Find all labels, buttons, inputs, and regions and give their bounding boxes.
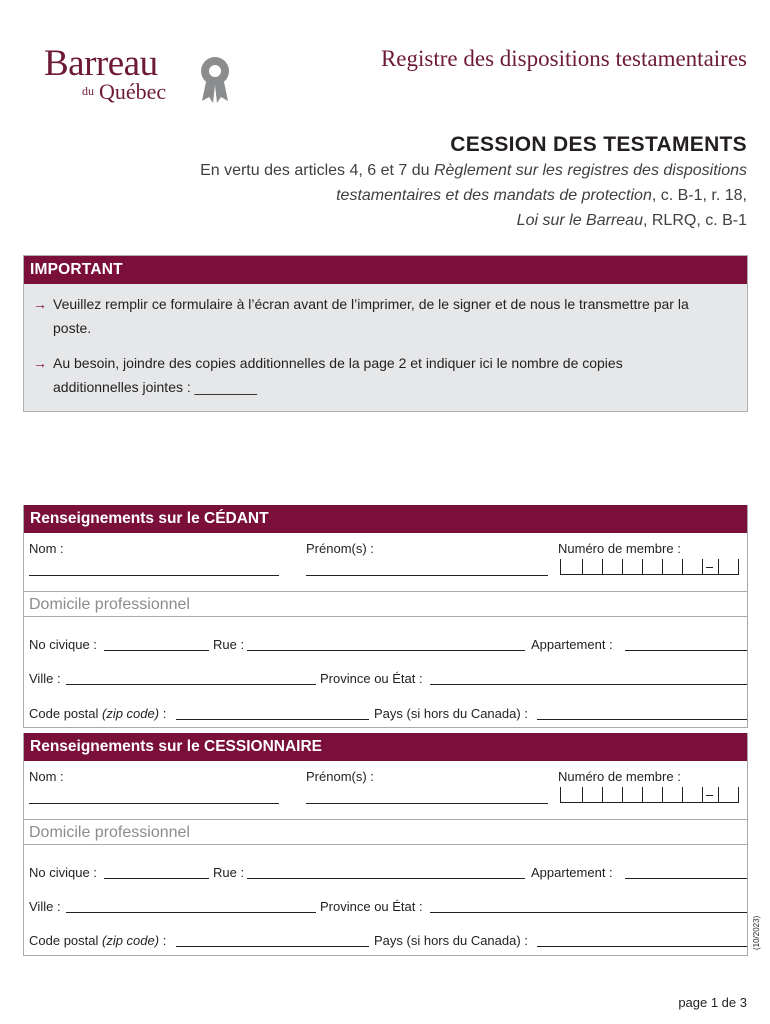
cessionnaire-rue-label: Rue : <box>213 865 245 880</box>
cedant-section <box>23 505 748 728</box>
barreau-emblem-icon <box>196 54 234 104</box>
form-version: (10/2023) <box>752 915 761 950</box>
logo-text-du: du <box>82 84 94 98</box>
registry-title: Registre des dispositions testamentaires <box>380 46 747 71</box>
cessionnaire-ville-label: Ville : <box>29 899 61 914</box>
cessionnaire-heading: Renseignements sur le CESSIONNAIRE <box>24 733 747 761</box>
logo-text-barreau: Barreau <box>44 43 158 84</box>
cessionnaire-prenom-field[interactable] <box>306 803 548 804</box>
cedant-ville-field[interactable] <box>66 684 316 685</box>
cedant-province-label: Province ou État : <box>320 671 423 686</box>
cessionnaire-nom-label: Nom : <box>29 769 64 784</box>
cessionnaire-appartement-field[interactable] <box>625 878 747 879</box>
cedant-civique-field[interactable] <box>104 650 209 651</box>
cedant-nom-label: Nom : <box>29 541 64 556</box>
cedant-nom-field[interactable] <box>29 575 279 576</box>
cessionnaire-code-label: Code postal (zip code) : <box>29 933 167 948</box>
arrow-right-icon: → <box>33 296 47 312</box>
cedant-member-number-field[interactable] <box>560 559 738 577</box>
cedant-rue-field[interactable] <box>247 650 525 651</box>
cessionnaire-numero-label: Numéro de membre : <box>558 769 681 784</box>
cessionnaire-civique-field[interactable] <box>104 878 209 879</box>
cedant-pays-field[interactable] <box>537 719 747 720</box>
cedant-province-field[interactable] <box>430 684 747 685</box>
cessionnaire-member-number-field[interactable] <box>560 787 738 805</box>
cedant-code-field[interactable] <box>176 719 369 720</box>
cessionnaire-province-label: Province ou État : <box>320 899 423 914</box>
cessionnaire-civique-label: No civique : <box>29 865 97 880</box>
logo-text-quebec: Québec <box>99 79 167 104</box>
cedant-rue-label: Rue : <box>213 637 245 652</box>
cedant-numero-label: Numéro de membre : <box>558 541 681 556</box>
cessionnaire-ville-field[interactable] <box>66 912 316 913</box>
cedant-civique-label: No civique : <box>29 637 97 652</box>
important-notice <box>23 255 748 412</box>
cedant-appartement-field[interactable] <box>625 650 747 651</box>
important-item-copies: → Au besoin, joindre des copies additionnelles de la page 2 et indiquer ici le nombre de copies additionnelles jointes : ________ <box>33 351 693 399</box>
cessionnaire-appartement-label: Appartement : <box>531 865 613 880</box>
important-item-print: → Veuillez remplir ce formulaire à l’écran avant de l’imprimer, de le signer et de nous le transmettre par la poste. <box>33 292 693 340</box>
cedant-code-label: Code postal (zip code) : <box>29 706 167 721</box>
cedant-domicile-heading: Domicile professionnel <box>24 591 747 617</box>
legal-reference: En vertu des articles 4, 6 et 7 du Règlement sur les registres des dispositions testamentaires et des mandats de protection, c. B-1, r. 18, Loi sur le Barreau, RLRQ, c. B-1 <box>200 162 747 229</box>
cessionnaire-domicile-heading: Domicile professionnel <box>24 819 747 845</box>
cessionnaire-section <box>23 733 748 956</box>
cedant-ville-label: Ville : <box>29 671 61 686</box>
cedant-heading: Renseignements sur le CÉDANT <box>24 505 747 533</box>
page-number: page 1 de 3 <box>678 995 747 1010</box>
cessionnaire-province-field[interactable] <box>430 912 747 913</box>
cessionnaire-prenom-label: Prénom(s) : <box>306 769 374 784</box>
cessionnaire-pays-field[interactable] <box>537 946 747 947</box>
cedant-prenom-field[interactable] <box>306 575 548 576</box>
cedant-prenom-label: Prénom(s) : <box>306 541 374 556</box>
document-title: CESSION DES TESTAMENTS <box>450 133 747 156</box>
cessionnaire-code-field[interactable] <box>176 946 369 947</box>
cedant-pays-label: Pays (si hors du Canada) : <box>374 706 528 721</box>
cessionnaire-rue-field[interactable] <box>247 878 525 879</box>
barreau-logo <box>44 44 244 106</box>
important-heading: IMPORTANT <box>24 256 747 284</box>
cedant-appartement-label: Appartement : <box>531 637 613 652</box>
arrow-right-icon: → <box>33 355 47 371</box>
cessionnaire-pays-label: Pays (si hors du Canada) : <box>374 933 528 948</box>
cessionnaire-nom-field[interactable] <box>29 803 279 804</box>
